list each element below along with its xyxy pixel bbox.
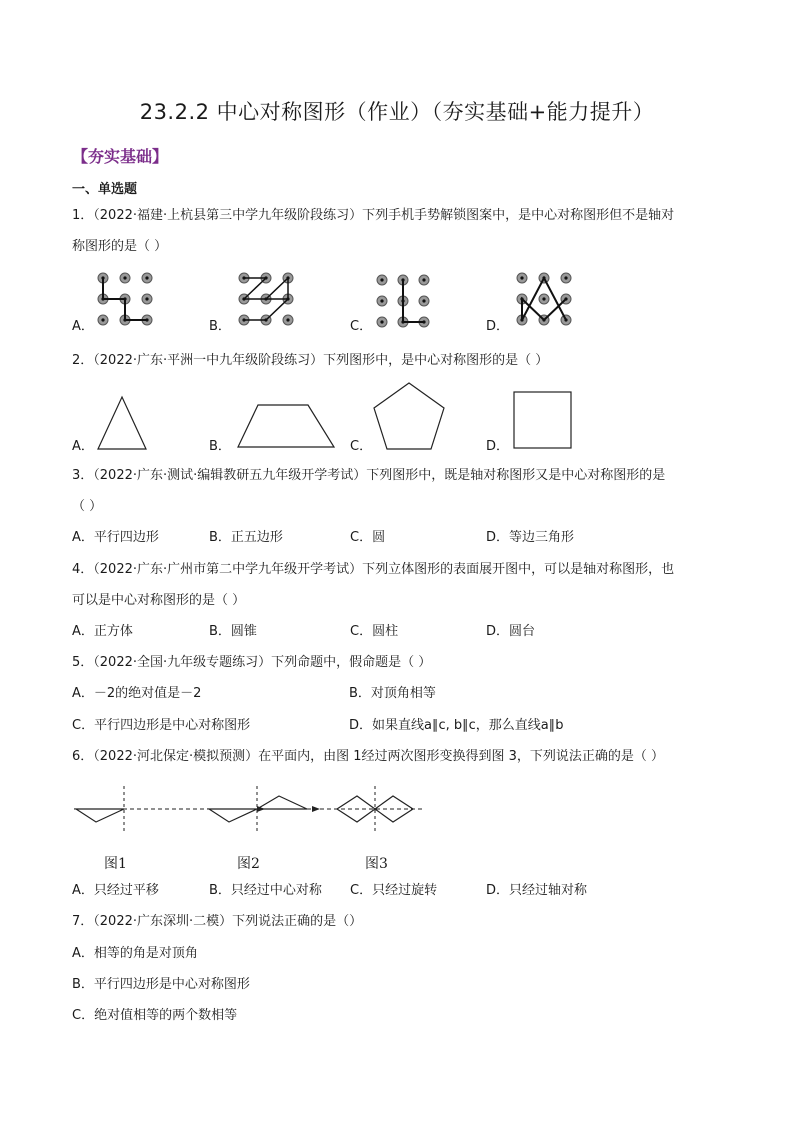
q6-option-d: D．只经过轴对称 — [486, 883, 588, 898]
q1-option-d-label: D． — [486, 319, 510, 334]
page-title: 23.2.2 中心对称图形（作业）（夯实基础+能力提升） — [139, 100, 655, 124]
q1-pattern-c-figure — [376, 274, 434, 330]
q1-pattern-d-figure — [514, 270, 574, 328]
q5-stem-line1: 5．（2022·全国·九年级专题练习）下列命题中，假命题是（ ） — [72, 655, 432, 670]
q6-fig1-caption: 图1 — [104, 856, 127, 872]
q6-stem-line1: 6．（2022·河北保定·模拟预测）在平面内，由图 1经过两次图形变换得到图 3，下列说法正确的是（ ） — [72, 749, 665, 764]
q5-option-d: D．如果直线a∥c, b∥c，那么直线a∥b — [349, 718, 564, 733]
q1-pattern-b-figure — [236, 270, 296, 328]
q7-option-b: B．平行四边形是中心对称图形 — [72, 977, 250, 992]
q4-stem-line1: 4．（2022·广东·广州市第二中学九年级开学考试）下列立体图形的表面展开图中，可以是轴对称图形，也 — [72, 562, 675, 577]
q6-option-b: B．只经过中心对称 — [209, 883, 322, 898]
q6-fig3-caption: 图3 — [365, 856, 388, 872]
q7-stem-line1: 7．（2022·广东深圳·二模）下列说法正确的是（） — [72, 914, 363, 929]
q4-option-b: B．圆锥 — [209, 624, 257, 639]
q6-transform-figure — [72, 784, 432, 844]
q2-option-b-label: B． — [209, 439, 231, 454]
section-heading: 【夯实基础】 — [72, 147, 169, 166]
q2-pentagon-figure — [372, 381, 446, 451]
q1-option-a-label: A． — [72, 319, 94, 334]
q2-square-figure — [512, 390, 574, 450]
q2-option-a-label: A． — [72, 439, 94, 454]
q4-stem-line2: 可以是中心对称图形的是（ ） — [72, 593, 246, 608]
q1-option-b-label: B． — [209, 319, 231, 334]
q7-option-a: A．相等的角是对顶角 — [72, 946, 198, 961]
q3-option-d: D．等边三角形 — [486, 530, 575, 545]
q1-pattern-a-figure — [95, 270, 155, 328]
q4-option-a: A．正方体 — [72, 624, 133, 639]
q5-option-c: C．平行四边形是中心对称图形 — [72, 718, 251, 733]
q2-triangle-figure — [96, 394, 148, 452]
part-heading: 一、单选题 — [72, 182, 138, 197]
q5-option-a: A．－2的绝对值是－2 — [72, 686, 202, 701]
q2-option-d-label: D． — [486, 439, 510, 454]
q1-option-c-label: C． — [350, 319, 373, 334]
q1-stem-line2: 称图形的是（ ） — [72, 239, 168, 254]
q2-stem-line1: 2．（2022·广东·平洲一中九年级阶段练习）下列图形中，是中心对称图形的是（ ） — [72, 353, 549, 368]
q3-stem-line2: （ ） — [72, 499, 103, 514]
q3-option-c: C．圆 — [350, 530, 386, 545]
q4-option-c: C．圆柱 — [350, 624, 399, 639]
q6-option-a: A．只经过平移 — [72, 883, 159, 898]
q7-option-c: C．绝对值相等的两个数相等 — [72, 1008, 238, 1023]
q6-fig2-caption: 图2 — [237, 856, 260, 872]
q2-trapezoid-figure — [236, 403, 336, 449]
q6-option-c: C．只经过旋转 — [350, 883, 438, 898]
q1-stem-line1: 1．（2022·福建·上杭县第三中学九年级阶段练习）下列手机手势解锁图案中，是中心对称图形但不是轴对 — [72, 208, 675, 223]
q5-option-b: B．对顶角相等 — [349, 686, 436, 701]
q3-stem-line1: 3．（2022·广东·测试·编辑教研五九年级开学考试）下列图形中，既是轴对称图形又是中心对称图形的是 — [72, 468, 666, 483]
q2-option-c-label: C． — [350, 439, 373, 454]
q4-option-d: D．圆台 — [486, 624, 536, 639]
q3-option-b: B．正五边形 — [209, 530, 283, 545]
q3-option-a: A．平行四边形 — [72, 530, 159, 545]
